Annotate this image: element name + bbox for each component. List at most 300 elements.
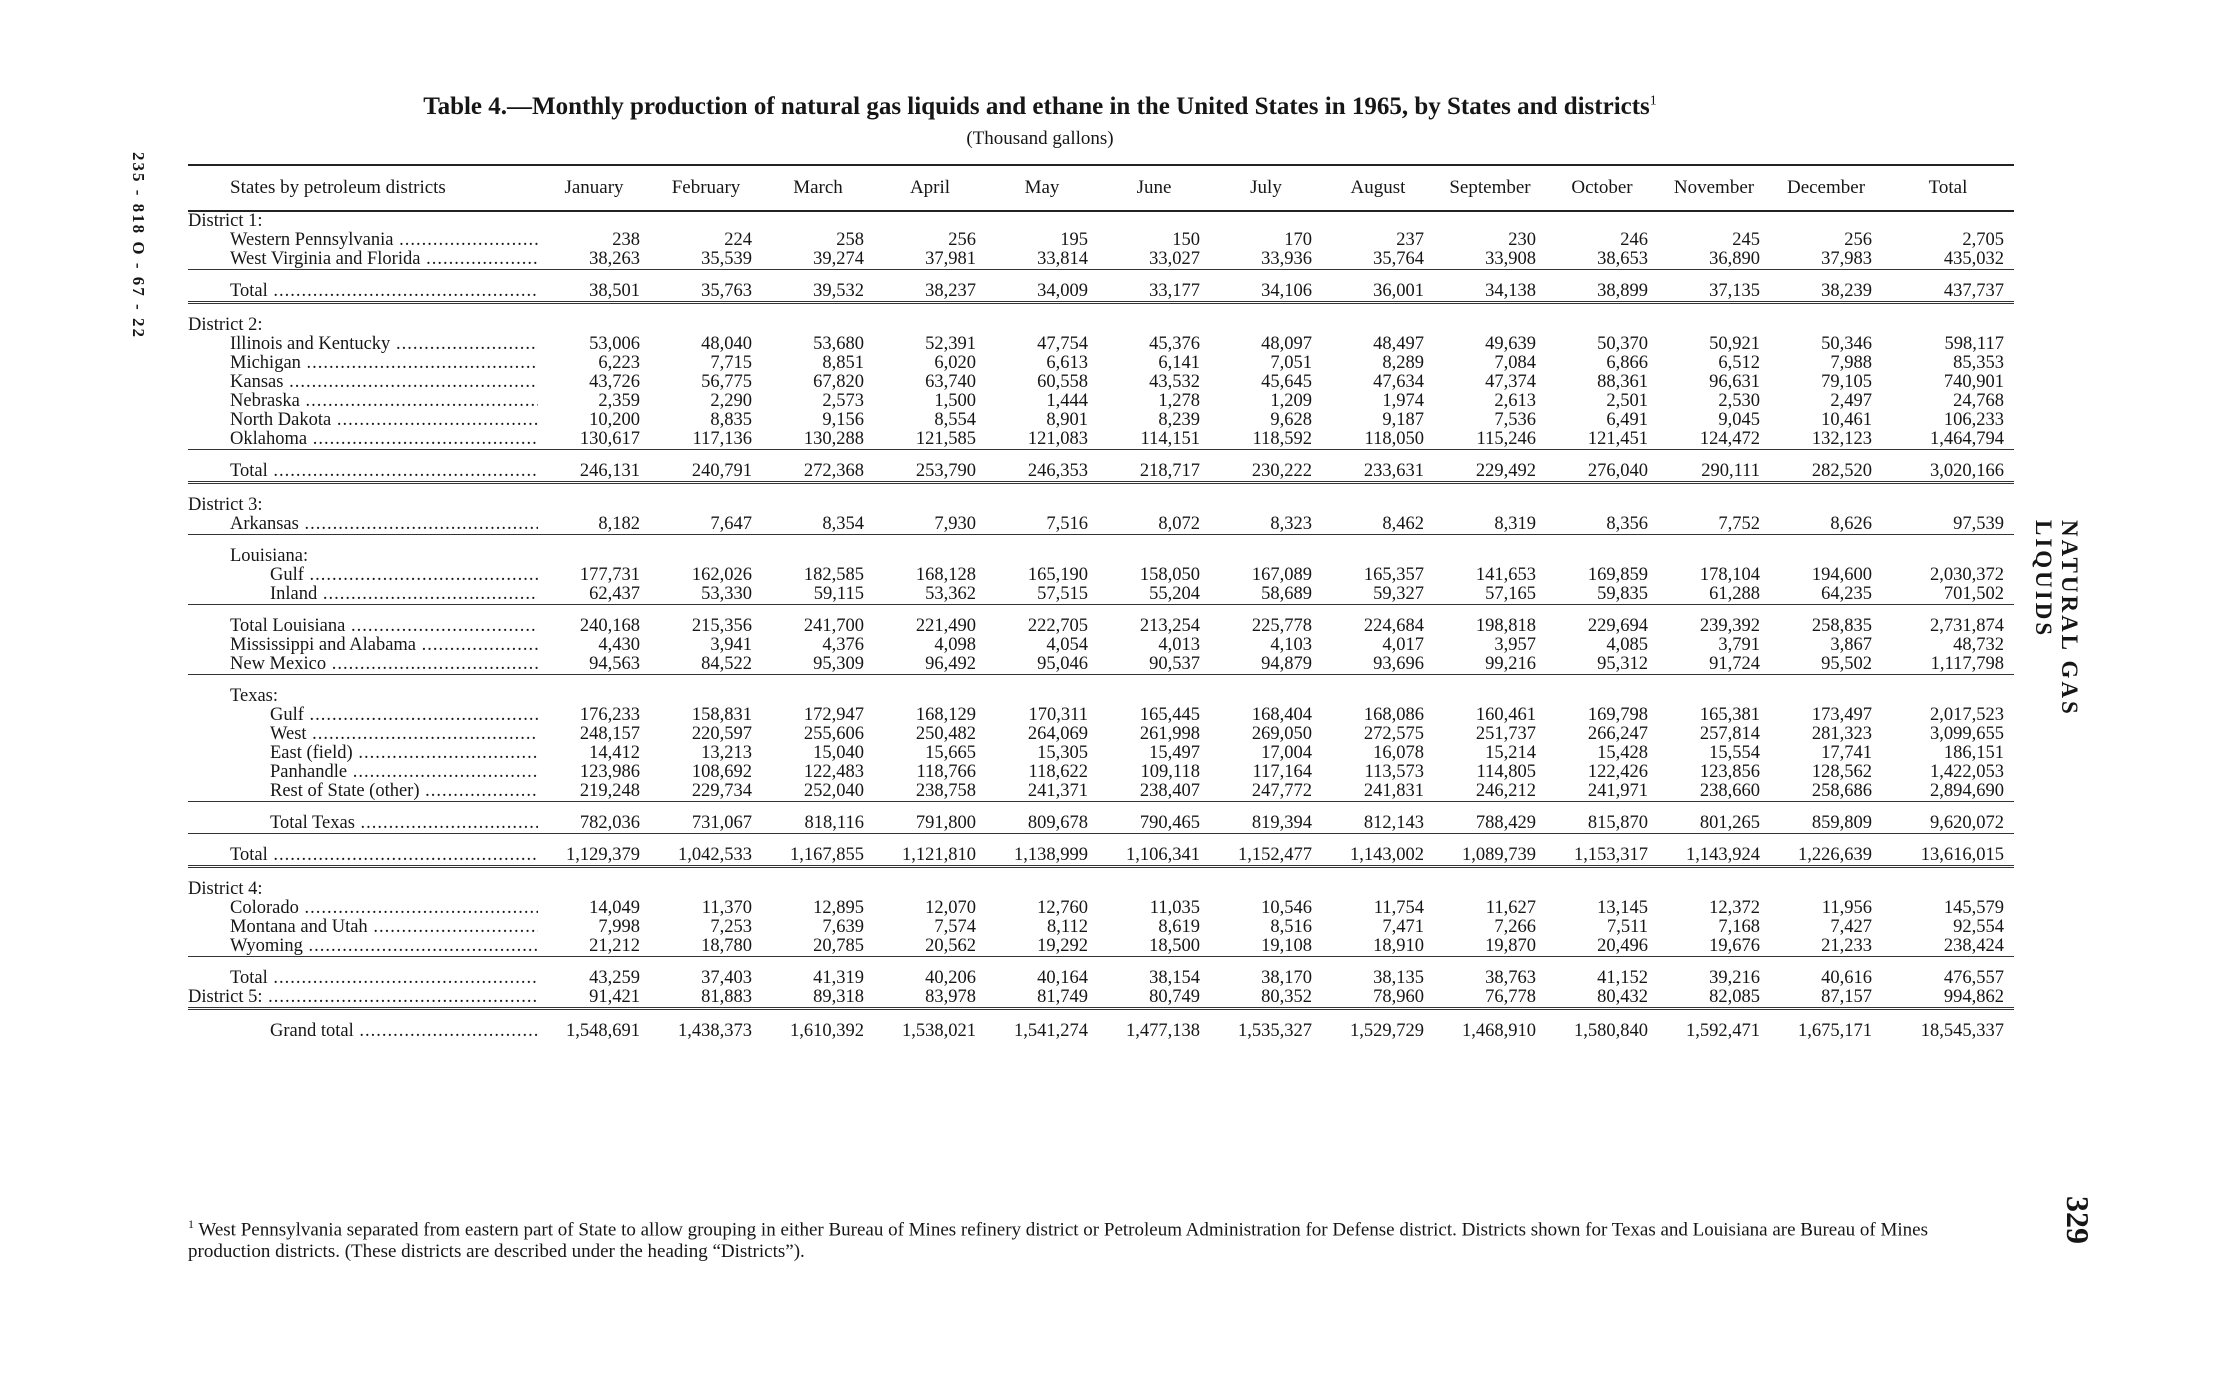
table-row xyxy=(188,802,2014,834)
cell-april: 38,237 xyxy=(874,270,986,303)
cell-december: 128,562 xyxy=(1811,763,1872,782)
cell-august: 78,960 xyxy=(1373,988,1424,1007)
cell-september: 7,536 xyxy=(1494,411,1536,430)
cell-july: 80,352 xyxy=(1261,988,1312,1007)
cell-september: 114,805 xyxy=(1476,763,1536,782)
cell-july: 4,103 xyxy=(1270,636,1312,655)
cell-total: 238,424 xyxy=(1943,937,2004,956)
cell-november xyxy=(1658,483,1770,516)
cell-june: 109,118 xyxy=(1140,763,1200,782)
table-row xyxy=(188,303,2014,336)
cell-november: 12,372 xyxy=(1709,899,1760,918)
row-label-text: Total Texas ..... xyxy=(270,813,538,833)
header-march: March xyxy=(762,165,874,211)
cell-january: 21,212 xyxy=(589,937,640,956)
cell-august: 48,497 xyxy=(1373,335,1424,354)
cell-march xyxy=(762,535,874,567)
cell-august: 9,187 xyxy=(1382,411,1424,430)
cell-january: 130,617 xyxy=(579,430,640,449)
cell-october: 88,361 xyxy=(1597,373,1648,392)
cell-august: 168,086 xyxy=(1363,706,1424,725)
cell-january: 123,986 xyxy=(579,763,640,782)
row-label-text: Gulf ..... xyxy=(270,706,538,725)
cell-march: 252,040 xyxy=(803,782,864,801)
cell-november xyxy=(1658,303,1770,336)
cell-november: 6,512 xyxy=(1718,354,1760,373)
cell-may: 33,814 xyxy=(1037,250,1088,269)
cell-total: 2,030,372 xyxy=(1930,566,2004,585)
cell-december: 11,956 xyxy=(1821,899,1872,918)
cell-november: 1,592,471 xyxy=(1658,1009,1770,1042)
cell-february: 108,692 xyxy=(691,763,752,782)
cell-september: 15,214 xyxy=(1485,744,1536,763)
cell-total: 2,705 xyxy=(1962,231,2004,250)
cell-august: 93,696 xyxy=(1373,655,1424,674)
cell-december: 17,741 xyxy=(1821,744,1872,763)
header-september: September xyxy=(1434,165,1546,211)
cell-september: 251,737 xyxy=(1475,725,1536,744)
cell-september: 34,138 xyxy=(1434,270,1546,303)
cell-may: 195 xyxy=(1060,231,1088,250)
cell-april: 8,554 xyxy=(934,411,976,430)
table-row xyxy=(188,636,2014,655)
table-row xyxy=(188,250,2014,270)
cell-december xyxy=(1770,675,1882,707)
row-label xyxy=(188,744,538,763)
header-april: April xyxy=(874,165,986,211)
cell-january: 238 xyxy=(612,231,640,250)
cell-march: 8,354 xyxy=(822,515,864,534)
cell-march: 172,947 xyxy=(803,706,864,725)
cell-july: 45,645 xyxy=(1261,373,1312,392)
header-january: January xyxy=(538,165,650,211)
cell-july xyxy=(1210,867,1322,900)
cell-january: 6,223 xyxy=(598,354,640,373)
cell-november: 82,085 xyxy=(1709,988,1760,1007)
cell-december: 87,157 xyxy=(1821,988,1872,1007)
cell-total: 145,579 xyxy=(1943,899,2004,918)
cell-october: 4,085 xyxy=(1606,636,1648,655)
cell-total: 9,620,072 xyxy=(1882,802,2014,834)
cell-may xyxy=(986,867,1098,900)
cell-november xyxy=(1658,867,1770,900)
cell-august: 38,135 xyxy=(1322,957,1434,989)
cell-december: 8,626 xyxy=(1830,515,1872,534)
cell-july: 17,004 xyxy=(1261,744,1312,763)
cell-may xyxy=(986,535,1098,567)
cell-july: 94,879 xyxy=(1261,655,1312,674)
cell-september: 230 xyxy=(1508,231,1536,250)
cell-august: 165,357 xyxy=(1363,566,1424,585)
cell-november: 2,530 xyxy=(1718,392,1760,411)
table-row xyxy=(188,566,2014,585)
row-label-text: Kansas ..... xyxy=(230,373,538,392)
table-subtitle: (Thousand gallons) xyxy=(966,128,1114,149)
row-label-text: Grand total ..... xyxy=(270,1021,538,1041)
cell-november: 178,104 xyxy=(1699,566,1760,585)
table-row xyxy=(188,782,2014,802)
cell-february: 2,290 xyxy=(710,392,752,411)
cell-august xyxy=(1322,535,1434,567)
cell-august: 113,573 xyxy=(1364,763,1424,782)
cell-july: 7,051 xyxy=(1270,354,1312,373)
cell-may: 118,622 xyxy=(1028,763,1088,782)
row-label-text: North Dakota ..... xyxy=(230,411,538,430)
cell-august: 272,575 xyxy=(1363,725,1424,744)
cell-march: 59,115 xyxy=(813,585,864,604)
cell-september xyxy=(1434,867,1546,900)
cell-may: 40,164 xyxy=(986,957,1098,989)
cell-april: 253,790 xyxy=(874,450,986,483)
cell-total xyxy=(1882,867,2014,900)
cell-november: 123,856 xyxy=(1699,763,1760,782)
cell-august: 812,143 xyxy=(1322,802,1434,834)
cell-august: 7,471 xyxy=(1382,918,1424,937)
header-july: July xyxy=(1210,165,1322,211)
cell-november: 61,288 xyxy=(1709,585,1760,604)
row-label xyxy=(188,535,538,567)
cell-july: 230,222 xyxy=(1210,450,1322,483)
cell-march: 258 xyxy=(836,231,864,250)
cell-december: 258,686 xyxy=(1811,782,1872,801)
cell-total: 994,862 xyxy=(1943,988,2004,1007)
cell-march: 8,851 xyxy=(822,354,864,373)
cell-december: 1,226,639 xyxy=(1770,834,1882,867)
cell-february xyxy=(650,675,762,707)
cell-september xyxy=(1434,483,1546,516)
cell-march: 15,040 xyxy=(813,744,864,763)
cell-september xyxy=(1434,535,1546,567)
cell-september: 115,246 xyxy=(1476,430,1536,449)
row-label-text: Texas: xyxy=(230,686,279,706)
cell-april: 238,758 xyxy=(915,782,976,801)
cell-august: 8,462 xyxy=(1382,515,1424,534)
header-june: June xyxy=(1098,165,1210,211)
cell-total xyxy=(1882,483,2014,516)
cell-may: 1,138,999 xyxy=(986,834,1098,867)
cell-january: 10,200 xyxy=(589,411,640,430)
cell-february: 81,883 xyxy=(701,988,752,1007)
cell-september: 198,818 xyxy=(1434,605,1546,637)
row-label xyxy=(188,373,538,392)
cell-january: 782,036 xyxy=(538,802,650,834)
table-row xyxy=(188,430,2014,450)
header-october: October xyxy=(1546,165,1658,211)
cell-july: 1,535,327 xyxy=(1210,1009,1322,1042)
cell-november: 36,890 xyxy=(1709,250,1760,269)
row-label-text: Illinois and Kentucky ..... xyxy=(230,335,538,354)
cell-february xyxy=(650,867,762,900)
cell-april: 53,362 xyxy=(925,585,976,604)
row-label xyxy=(188,566,538,585)
table-title-text: Table 4.—Monthly production of natural gas liquids and ethane in the United States in 1965, by States and districts xyxy=(423,93,1650,120)
cell-july: 225,778 xyxy=(1210,605,1322,637)
cell-june: 150 xyxy=(1172,231,1200,250)
cell-february: 7,253 xyxy=(710,918,752,937)
row-label-text: Western Pennsylvania ..... xyxy=(230,231,538,250)
cell-december: 79,105 xyxy=(1821,373,1872,392)
cell-september: 2,613 xyxy=(1494,392,1536,411)
row-label xyxy=(188,636,538,655)
cell-august: 241,831 xyxy=(1363,782,1424,801)
footnote-text: West Pennsylvania separated from eastern part of State to allow grouping in either Bureau of Mines refinery district or Petroleum Administration for Defense district. Districts shown for Texas and Louisiana are Bureau of Mines production districts. (These districts are described under the heading “Districts”). xyxy=(188,1219,1928,1263)
cell-september: 57,165 xyxy=(1485,585,1536,604)
cell-september: 8,319 xyxy=(1494,515,1536,534)
cell-august: 8,289 xyxy=(1382,354,1424,373)
cell-july: 8,516 xyxy=(1270,918,1312,937)
cell-january: 8,182 xyxy=(598,515,640,534)
cell-total: 18,545,337 xyxy=(1882,1009,2014,1042)
cell-june: 218,717 xyxy=(1098,450,1210,483)
header-february: February xyxy=(650,165,762,211)
row-label xyxy=(188,988,538,1009)
table-row xyxy=(188,335,2014,354)
table-row xyxy=(188,231,2014,250)
cell-may: 47,754 xyxy=(1037,335,1088,354)
cell-april: 250,482 xyxy=(915,725,976,744)
row-label xyxy=(188,515,538,535)
cell-august xyxy=(1322,675,1434,707)
cell-april: 83,978 xyxy=(925,988,976,1007)
cell-march: 41,319 xyxy=(762,957,874,989)
cell-january xyxy=(538,867,650,900)
cell-october: 8,356 xyxy=(1606,515,1648,534)
page-number: 329 xyxy=(2060,1196,2096,1244)
cell-december: 3,867 xyxy=(1830,636,1872,655)
table-row xyxy=(188,450,2014,483)
cell-january: 1,129,379 xyxy=(538,834,650,867)
cell-march: 255,606 xyxy=(803,725,864,744)
cell-april: 40,206 xyxy=(874,957,986,989)
table-row xyxy=(188,483,2014,516)
row-label xyxy=(188,763,538,782)
row-label-text: Inland ..... xyxy=(270,585,538,604)
cell-january: 14,049 xyxy=(589,899,640,918)
cell-total: 3,099,655 xyxy=(1930,725,2004,744)
row-label-text: District 3: xyxy=(188,495,263,515)
cell-february: 240,791 xyxy=(650,450,762,483)
cell-april: 52,391 xyxy=(925,335,976,354)
cell-december: 281,323 xyxy=(1811,725,1872,744)
cell-october: 15,428 xyxy=(1597,744,1648,763)
cell-april: 20,562 xyxy=(925,937,976,956)
cell-june: 33,177 xyxy=(1098,270,1210,303)
cell-august: 233,631 xyxy=(1322,450,1434,483)
cell-december: 256 xyxy=(1844,231,1872,250)
cell-total: 106,233 xyxy=(1943,411,2004,430)
cell-december: 859,809 xyxy=(1770,802,1882,834)
cell-october: 122,426 xyxy=(1587,763,1648,782)
cell-april xyxy=(874,535,986,567)
cell-september xyxy=(1434,675,1546,707)
cell-march: 4,376 xyxy=(822,636,864,655)
table-row xyxy=(188,899,2014,918)
cell-september: 33,908 xyxy=(1485,250,1536,269)
cell-march: 89,318 xyxy=(813,988,864,1007)
cell-october: 50,370 xyxy=(1597,335,1648,354)
cell-june: 238,407 xyxy=(1139,782,1200,801)
cell-september: 1,468,910 xyxy=(1434,1009,1546,1042)
cell-february: 3,941 xyxy=(710,636,752,655)
cell-june: 55,204 xyxy=(1149,585,1200,604)
cell-september: 7,084 xyxy=(1494,354,1536,373)
cell-july: 34,106 xyxy=(1210,270,1322,303)
row-label-text: Montana and Utah ..... xyxy=(230,918,538,937)
cell-november: 239,392 xyxy=(1658,605,1770,637)
cell-february: 731,067 xyxy=(650,802,762,834)
cell-january: 43,259 xyxy=(538,957,650,989)
cell-june: 261,998 xyxy=(1139,725,1200,744)
cell-may: 165,190 xyxy=(1027,566,1088,585)
cell-june: 33,027 xyxy=(1149,250,1200,269)
table-row xyxy=(188,270,2014,303)
table-row xyxy=(188,585,2014,605)
cell-april: 7,930 xyxy=(934,515,976,534)
cell-august: 11,754 xyxy=(1373,899,1424,918)
cell-october: 59,835 xyxy=(1597,585,1648,604)
cell-november: 7,168 xyxy=(1718,918,1760,937)
cell-october: 38,899 xyxy=(1546,270,1658,303)
cell-march: 1,610,392 xyxy=(762,1009,874,1042)
cell-may: 60,558 xyxy=(1037,373,1088,392)
cell-august: 59,327 xyxy=(1373,585,1424,604)
cell-april: 1,121,810 xyxy=(874,834,986,867)
cell-october: 41,152 xyxy=(1546,957,1658,989)
cell-september: 3,957 xyxy=(1494,636,1536,655)
cell-total: 701,502 xyxy=(1943,585,2004,604)
production-table-container xyxy=(188,164,2014,1041)
cell-march: 39,274 xyxy=(813,250,864,269)
row-label xyxy=(188,834,538,867)
cell-total: 48,732 xyxy=(1953,636,2004,655)
row-label-text: Panhandle ..... xyxy=(270,763,538,782)
cell-april xyxy=(874,211,986,231)
cell-may: 241,371 xyxy=(1027,782,1088,801)
cell-october xyxy=(1546,211,1658,231)
cell-august xyxy=(1322,211,1434,231)
cell-march xyxy=(762,303,874,336)
cell-april: 4,098 xyxy=(934,636,976,655)
cell-february xyxy=(650,303,762,336)
cell-november xyxy=(1658,535,1770,567)
cell-march xyxy=(762,675,874,707)
cell-may: 222,705 xyxy=(986,605,1098,637)
cell-total: 1,117,798 xyxy=(1930,655,2004,674)
row-label xyxy=(188,957,538,989)
cell-february: 48,040 xyxy=(701,335,752,354)
cell-october: 2,501 xyxy=(1606,392,1648,411)
cell-november: 7,752 xyxy=(1718,515,1760,534)
cell-august xyxy=(1322,303,1434,336)
row-label xyxy=(188,725,538,744)
cell-january: 219,248 xyxy=(579,782,640,801)
header-total: Total xyxy=(1882,165,2014,211)
table-row xyxy=(188,744,2014,763)
cell-january: 38,263 xyxy=(589,250,640,269)
cell-august: 47,634 xyxy=(1373,373,1424,392)
cell-august: 1,143,002 xyxy=(1322,834,1434,867)
cell-april: 12,070 xyxy=(925,899,976,918)
row-label xyxy=(188,335,538,354)
cell-january: 43,726 xyxy=(589,373,640,392)
row-label-text: District 2: xyxy=(188,315,263,335)
row-label-text: Mississippi and Alabama ..... xyxy=(230,636,538,655)
cell-may: 4,054 xyxy=(1046,636,1088,655)
row-label-text: Louisiana: xyxy=(230,546,309,566)
cell-december xyxy=(1770,211,1882,231)
cell-april: 7,574 xyxy=(934,918,976,937)
cell-august: 16,078 xyxy=(1373,744,1424,763)
table-header-row xyxy=(188,165,2014,211)
cell-september: 160,461 xyxy=(1475,706,1536,725)
cell-september: 49,639 xyxy=(1485,335,1536,354)
row-label xyxy=(188,430,538,450)
row-label xyxy=(188,706,538,725)
cell-october: 6,866 xyxy=(1606,354,1648,373)
cell-october: 20,496 xyxy=(1597,937,1648,956)
cell-june: 1,278 xyxy=(1158,392,1200,411)
cell-total xyxy=(1882,303,2014,336)
cell-february: 1,438,373 xyxy=(650,1009,762,1042)
cell-february: 37,403 xyxy=(650,957,762,989)
cell-april xyxy=(874,483,986,516)
cell-january: 7,998 xyxy=(598,918,640,937)
cell-august: 237 xyxy=(1396,231,1424,250)
cell-december: 38,239 xyxy=(1770,270,1882,303)
row-label xyxy=(188,211,538,231)
cell-november: 91,724 xyxy=(1709,655,1760,674)
cell-november: 238,660 xyxy=(1699,782,1760,801)
cell-may xyxy=(986,303,1098,336)
cell-march xyxy=(762,867,874,900)
row-label xyxy=(188,450,538,483)
cell-november: 801,265 xyxy=(1658,802,1770,834)
cell-october xyxy=(1546,483,1658,516)
cell-march: 241,700 xyxy=(762,605,874,637)
table-row xyxy=(188,763,2014,782)
cell-december: 173,497 xyxy=(1811,706,1872,725)
cell-june xyxy=(1098,211,1210,231)
cell-total: 2,894,690 xyxy=(1930,782,2004,801)
cell-july: 9,628 xyxy=(1270,411,1312,430)
cell-october: 169,859 xyxy=(1587,566,1648,585)
row-label-text: Total Louisiana ..... xyxy=(230,616,538,636)
cell-february: 35,539 xyxy=(701,250,752,269)
cell-december: 7,988 xyxy=(1830,354,1872,373)
cell-october: 80,432 xyxy=(1597,988,1648,1007)
cell-june: 8,239 xyxy=(1158,411,1200,430)
cell-december: 95,502 xyxy=(1821,655,1872,674)
production-table xyxy=(188,164,2014,1041)
cell-april: 121,585 xyxy=(915,430,976,449)
cell-february: 53,330 xyxy=(701,585,752,604)
cell-february: 84,522 xyxy=(701,655,752,674)
cell-march: 12,895 xyxy=(813,899,864,918)
table-row xyxy=(188,957,2014,989)
cell-september: 246,212 xyxy=(1475,782,1536,801)
cell-october: 266,247 xyxy=(1587,725,1648,744)
cell-november: 9,045 xyxy=(1718,411,1760,430)
table-row xyxy=(188,725,2014,744)
cell-total: 598,117 xyxy=(1944,335,2004,354)
cell-june: 15,497 xyxy=(1149,744,1200,763)
cell-august: 35,764 xyxy=(1373,250,1424,269)
cell-october: 38,653 xyxy=(1597,250,1648,269)
row-label-text: Total ..... xyxy=(230,281,538,301)
cell-october: 121,451 xyxy=(1587,430,1648,449)
cell-april: 168,129 xyxy=(915,706,976,725)
cell-total xyxy=(1882,535,2014,567)
